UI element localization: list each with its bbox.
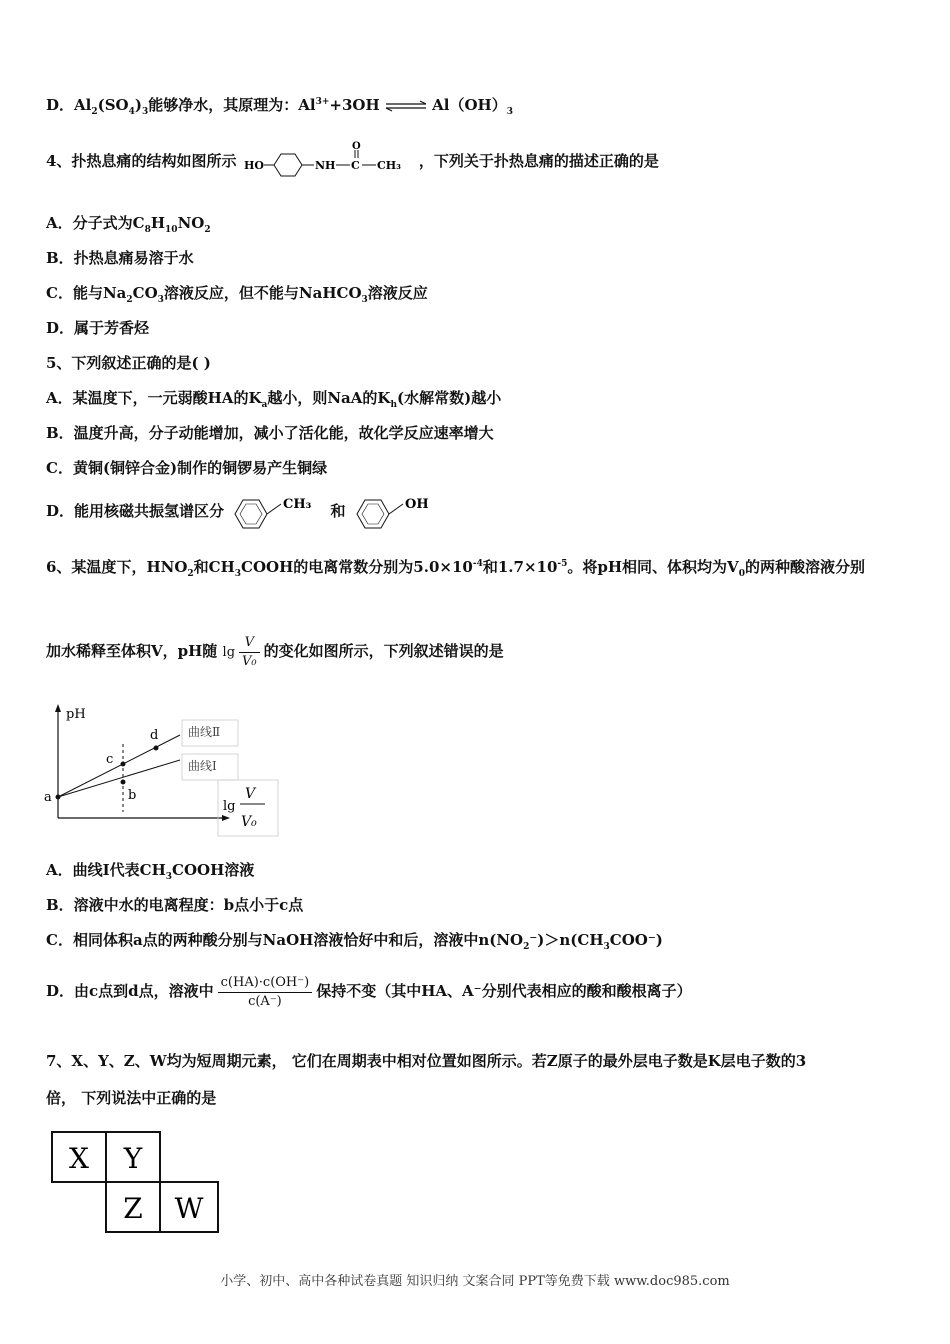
v-over-v0-fraction: $\frac{V}{\text{V₀}}$ xyxy=(239,634,260,671)
q6-stem-line2: 加水稀释至体积V，pH随 lg $\frac{V}{\text{V₀}}$ 的变化如图所示，下列叙述错误的是 xyxy=(46,634,504,669)
label-d: d xyxy=(150,728,159,743)
q4-option-d: D．属于芳香烃 xyxy=(46,319,150,337)
periodic-table-fragment xyxy=(50,1130,222,1236)
q5-option-a: A．某温度下，一元弱酸HA的$K_a$越小，则NaA的$K_h$(水解常数)越小 xyxy=(46,389,502,410)
concentration-ratio-fraction: $\frac{c(HA)\cdot c(OH^-)}{c(A^-)}$ xyxy=(218,974,313,1011)
point-a xyxy=(56,795,61,800)
paracetamol-structure-image xyxy=(242,141,414,183)
x-axis-label-den: V₀ xyxy=(241,814,257,830)
q3-option-d: D．$Al_2(SO_4)_3$能够净水，其原理为：$Al^{3+}+3OH$ $Al(OH)_3$ xyxy=(46,96,513,117)
y-axis-label: pH xyxy=(66,707,86,722)
svg-text:NH: NH xyxy=(314,159,336,172)
point-b xyxy=(121,780,126,785)
equilibrium-arrow-icon xyxy=(385,100,427,112)
x-axis-arrow-icon xyxy=(222,815,230,821)
y-axis-arrow-icon xyxy=(55,704,61,712)
q4-option-b: B．扑热息痛易溶于水 xyxy=(46,249,194,267)
svg-text:O: O xyxy=(351,141,361,152)
point-d xyxy=(154,746,159,751)
q6-option-a: A．曲线Ⅰ代表$CH_3COOH$溶液 xyxy=(46,861,255,882)
q6-option-d: D．由c点到d点，溶液中 $\frac{c(HA)\cdot c(OH^-)}{c(A^-)}$ 保持不变（其中HA、A⁻分别代表相应的酸和酸根离子） xyxy=(46,974,692,1009)
q4-stem: 4、扑热息痛的结构如图所示 HO NH C O CH₃ ，下列关于扑热息痛的描述正确的是 xyxy=(46,140,659,182)
svg-text:CH₃: CH₃ xyxy=(376,159,401,172)
svg-text:OH: OH xyxy=(404,497,429,512)
point-c xyxy=(121,762,126,767)
curve-1-label: 曲线Ⅰ xyxy=(188,759,217,773)
svg-text:CH₃: CH₃ xyxy=(283,497,312,512)
svg-text:HO: HO xyxy=(243,159,264,172)
element-z: Z xyxy=(123,1192,143,1225)
label-a: a xyxy=(44,790,52,805)
element-x: X xyxy=(69,1142,89,1175)
q5-stem: 5、下列叙述正确的是( ) xyxy=(46,354,211,372)
q5-option-d: D．能用核磁共振氢谱区分 CH₃ 和 OH xyxy=(46,490,435,532)
q4-option-c: C．能与$Na_2CO_3$溶液反应，但不能与NaHCO$_3$溶液反应 xyxy=(46,284,428,305)
svg-text:C: C xyxy=(350,159,360,172)
label-b: b xyxy=(128,788,137,803)
q7-stem-line2: 倍， 下列说法中正确的是 xyxy=(46,1089,217,1107)
x-axis-label-num: V xyxy=(245,786,256,802)
curve-2-label: 曲线Ⅱ xyxy=(188,725,221,739)
q5-option-b: B．温度升高，分子动能增加，减小了活化能，故化学反应速率增大 xyxy=(46,424,494,442)
page-footer: 小学、初中、高中各种试卷真题 知识归纳 文案合同 PPT等免费下载 www.doc985.com xyxy=(220,1274,730,1289)
q6-stem-line1: 6、某温度下，$HNO_2$和$CH_3COOH$的电离常数分别为$5.0\times 10^{-4}$和$1.7\times 10^{-5}$。将pH相同、体积均为$V_0$的两种酸溶液分别 xyxy=(46,558,865,579)
element-w: W xyxy=(174,1192,204,1225)
ph-dilution-graph xyxy=(40,700,285,840)
q4-option-a: A．分子式为$C_8H_{10}NO_2$ xyxy=(46,214,211,235)
label-c: c xyxy=(106,752,114,767)
q6-option-c: C．相同体积a点的两种酸分别与NaOH溶液恰好中和后，溶液中$n(NO_2^-)>n(CH_3COO^-)$ xyxy=(46,931,663,952)
q6-option-b: B．溶液中水的电离程度：b点小于c点 xyxy=(46,896,304,914)
toluene-structure-image xyxy=(229,492,325,532)
phenol-structure-image xyxy=(351,492,435,532)
x-axis-label-lg: lg xyxy=(223,799,236,814)
q5-option-c: C．黄铜(铜锌合金)制作的铜锣易产生铜绿 xyxy=(46,459,328,477)
element-y: Y xyxy=(123,1142,143,1175)
q7-stem-line1: 7、X、Y、Z、W均为短周期元素， 它们在周期表中相对位置如图所示。若Z原子的最外层电子数是K层电子数的3 xyxy=(46,1052,807,1070)
